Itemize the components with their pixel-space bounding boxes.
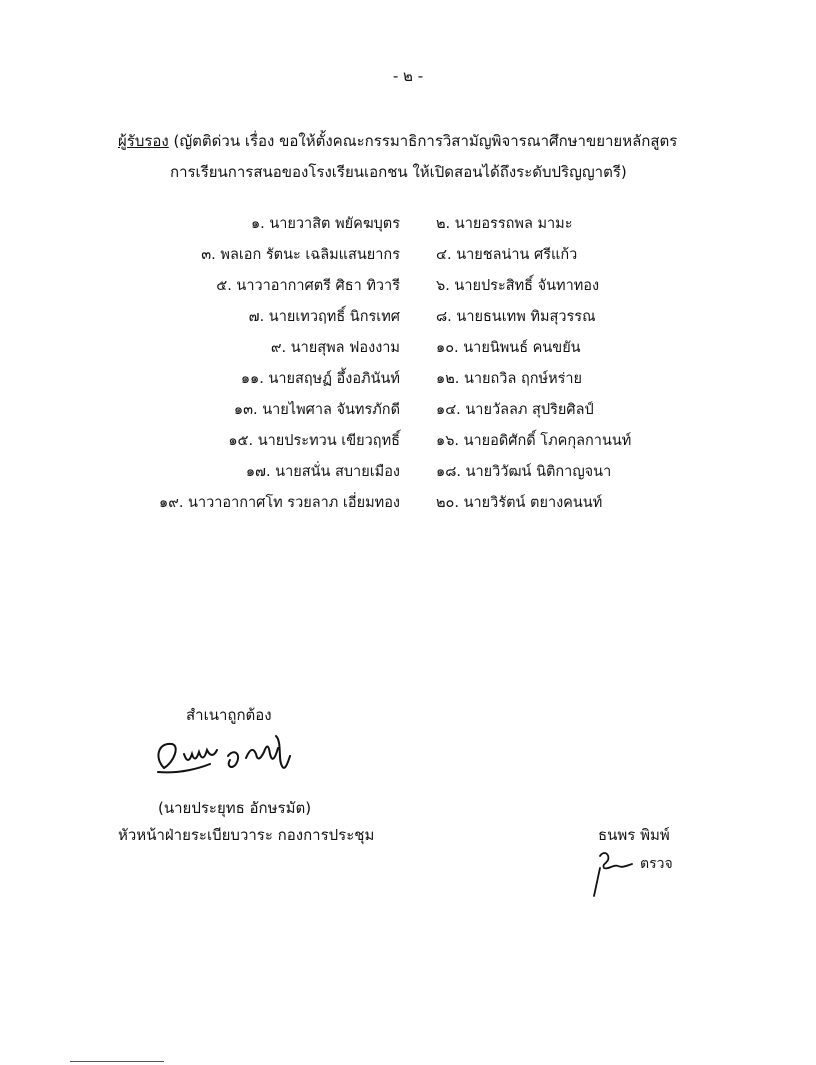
initial-mark xyxy=(590,848,638,900)
signature-image xyxy=(150,728,310,788)
member-entry: ๖. นายประสิทธิ์ จันทาทอง xyxy=(436,278,600,294)
member-entry: ๑๗. นายสนั่น สบายเมือง xyxy=(245,464,400,480)
document-heading xyxy=(118,126,678,188)
member-entry: ๙. นายสุพล ฟองงาม xyxy=(270,340,400,356)
member-entry: ๑๓. นายไพศาล จันทรภักดี xyxy=(233,402,400,418)
member-entry: ๒. นายอรรถพล มามะ xyxy=(436,216,573,232)
member-entry: ๔. นายชลน่าน ศรีแก้ว xyxy=(436,247,578,263)
member-entry: ๘. นายธนเทพ ทิมสุวรรณ xyxy=(436,309,596,325)
footer-rule xyxy=(70,1061,164,1062)
member-entry: ๑๕. นายประทวน เขียวฤทธิ์ xyxy=(228,433,400,449)
member-entry: ๑๖. นายอดิศักดิ์ โภคกุลกานนท์ xyxy=(436,433,632,449)
member-entry: ๑๘. นายวิวัฒน์ นิติกาญจนา xyxy=(436,464,612,480)
typist-note: ธนพร พิมพ์ xyxy=(598,826,670,844)
member-entry: ๑๑. นายสฤษฏ์ อึ้งอภินันท์ xyxy=(240,371,400,387)
member-entry: ๑๙. นาวาอากาศโท รวยลาภ เอี่ยมทอง xyxy=(159,495,400,511)
signer-position: หัวหน้าฝ่ายระเบียบวาระ กองการประชุม xyxy=(118,826,375,844)
certification-label: สำเนาถูกต้อง xyxy=(186,706,272,724)
member-entry: ๑๐. นายนิพนธ์ คนขยัน xyxy=(436,340,581,356)
member-entry: ๑๒. นายถวิล ฤกษ์หร่าย xyxy=(436,371,583,387)
member-entry: ๑. นายวาสิต พยัคฆบุตร xyxy=(250,216,400,232)
checked-note: ตรวจ xyxy=(640,856,673,872)
member-entry: ๒๐. นายวิรัตน์ ตยางคนนท์ xyxy=(436,495,603,511)
member-entry: ๓. พลเอก รัตนะ เฉลิมแสนยากร xyxy=(201,247,400,263)
heading-line-2: การเรียนการสนอของโรงเรียนเอกชน ให้เปิดสอนได้ถึงระดับปริญญาตรี) xyxy=(170,163,627,181)
signer-name: (นายประยุทธ อักษรมัต) xyxy=(158,799,312,817)
member-entry: ๗. นายเทวฤทธิ์ นิกรเทศ xyxy=(248,309,400,325)
heading-label: ผู้รับรอง xyxy=(118,132,169,150)
member-entry: ๑๔. นายวัลลภ สุปริยศิลป์ xyxy=(436,402,594,418)
page-number: - ๒ - xyxy=(392,67,424,85)
heading-line-1: (ญัตติด่วน เรื่อง ขอให้ตั้งคณะกรรมาธิการวิสามัญพิจารณาศึกษาขยายหลักสูตร xyxy=(168,132,678,150)
member-entry: ๕. นาวาอากาศตรี ศิธา ทิวารี xyxy=(216,278,400,294)
